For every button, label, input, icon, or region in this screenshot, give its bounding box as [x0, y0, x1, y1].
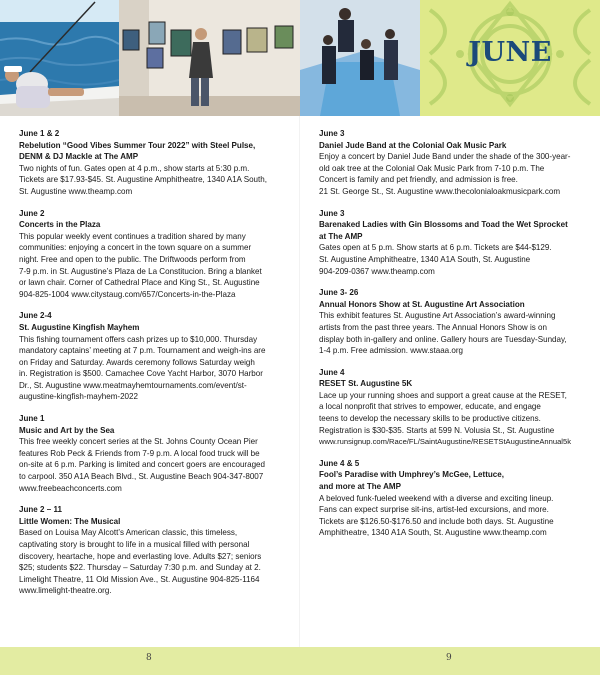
fishing-photo: [0, 0, 119, 116]
event-line: www.freebeachconcerts.com: [19, 483, 122, 493]
event-date: June 1 & 2: [19, 129, 60, 138]
event-description: [319, 390, 591, 448]
event-line: 904-825-1004 www.citystaug.com/657/Concerts-in-the-Plaza: [19, 289, 236, 299]
event-date: June 3: [319, 129, 345, 138]
event-description: [319, 310, 591, 356]
event-title: [319, 469, 591, 492]
event-date: June 3- 26: [319, 288, 359, 298]
event-title: St. Augustine Kingfish Mayhem: [19, 322, 140, 332]
event-line: display both in-gallery and online. Gallery hours are Tuesday-Sunday,: [319, 334, 567, 344]
event-date: June 3: [319, 208, 345, 218]
event-title: Annual Honors Show at St. Augustine Art Association: [319, 299, 525, 309]
event-line: This popular weekly event continues a tradition shared by many: [19, 231, 246, 241]
event-description: [19, 527, 291, 597]
event-description: [319, 493, 591, 539]
event-line: Enjoy a concert by Daniel Jude Band under the shade of the 300-year-: [319, 152, 571, 162]
event-line: 904-209-0367 www.theamp.com: [319, 266, 435, 276]
event-title: RESET St. Augustine 5K: [319, 379, 413, 389]
event-line: St. Augustine Amphitheatre, 1340 A1A South, St. Augustine: [319, 254, 531, 264]
band-photo: [300, 0, 420, 116]
event-line: night. Free and open to the public. The Driftwoods perform from: [19, 254, 246, 264]
page-footer-band: [0, 647, 600, 675]
event-item: [19, 128, 291, 198]
event-title: [19, 140, 291, 163]
event-line: Based on Louisa May Alcott’s American classic, this timeless,: [19, 528, 238, 538]
event-date: June 4: [319, 367, 345, 377]
event-line: St. Augustine www.theamp.com: [19, 186, 133, 196]
event-title-line: and more at The AMP: [319, 482, 401, 492]
event-line: on Friday and Saturday. Awards ceremony follows Saturday weigh: [19, 357, 255, 367]
event-title-line: Fool’s Paradise with Umphrey’s McGee, Lettuce,: [319, 470, 504, 480]
event-line: This free weekly concert series at the St. Johns County Ocean Pier: [19, 437, 258, 447]
band-illustration: [300, 0, 420, 116]
event-line: features Rob Peck & Friends from 7-9 p.m. A local food truck will be: [19, 448, 260, 458]
event-title: Little Women: The Musical: [19, 516, 121, 526]
event-title: [319, 219, 591, 242]
event-line: 7-9 p.m. in St. Augustine’s Plaza de La Constitucion. Bring a blanket: [19, 266, 262, 276]
event-line: Limelight Theatre, 11 Old Mission Ave., St. Augustine 904-825-1164: [19, 574, 260, 584]
event-title-line: at The AMP: [319, 231, 363, 241]
event-line: www.limelight-theatre.org.: [19, 586, 112, 596]
art-gallery-photo: [119, 0, 300, 116]
event-line: old oak tree at the Colonial Oak Music Park from 7-10 p.m. The: [319, 163, 545, 173]
event-date: June 2-4: [19, 311, 52, 321]
event-line: in. Registration is $500. Camachee Cove Yacht Harbor, 3070 Harbor: [19, 369, 263, 379]
page-number-right: 9: [446, 653, 452, 663]
event-description: [19, 334, 291, 404]
month-title: JUNE: [468, 37, 552, 68]
event-date: June 2: [19, 208, 45, 218]
event-line: A beloved funk-fueled weekend with a diverse and exciting lineup.: [319, 493, 554, 503]
event-line: Tickets are $126.50-$176.50 and include both days. St. Augustine: [319, 516, 554, 526]
fishing-illustration: [0, 0, 119, 116]
event-item: [19, 310, 291, 403]
event-title: Concerts in the Plaza: [19, 220, 101, 230]
page-number-left: 8: [146, 653, 152, 663]
event-title: Music and Art by the Sea: [19, 425, 115, 435]
event-description: [19, 231, 291, 301]
event-line: discovery, heartache, hope and everlasting love. Adults $27; seniors: [19, 551, 262, 561]
event-description: [19, 163, 291, 198]
event-line: Gates open at 5 p.m. Show starts at 6 p.m. Tickets are $44-$129.: [319, 243, 552, 253]
event-item: [319, 367, 591, 448]
event-line: This exhibit features St. Augustine Art Association’s award-winning: [319, 311, 556, 321]
event-line: Tickets are $17.93-$45. St. Augustine Amphitheatre, 1340 A1A South,: [19, 175, 267, 185]
gallery-illustration: [119, 0, 300, 116]
left-event-column: [19, 128, 291, 607]
event-title-line: Rebelution “Good Vibes Summer Tour 2022” with Steel Pulse,: [19, 140, 256, 150]
event-title-line: DENM & DJ Mackle at The AMP: [19, 152, 139, 162]
event-line: www.runsignup.com/Race/FL/SaintAugustine/RESETStAugustineAnnual5k: [319, 437, 571, 447]
event-description: [319, 151, 591, 197]
event-line: Registration is $30-$35. Starts at 599 N. Volusia St., St. Augustine: [319, 425, 555, 435]
event-line: Dr., St. Augustine www.meatmayhemtournaments.com/event/st-: [19, 380, 247, 390]
event-date: June 2 – 11: [19, 505, 62, 515]
event-line: communities: enjoying a concert in the town square on a summer: [19, 243, 252, 253]
event-line: a local nonprofit that strives to empower, educate, and engage: [319, 402, 541, 412]
event-line: augustine-kingfish-mayhem-2022: [19, 392, 138, 402]
event-title: Daniel Jude Band at the Colonial Oak Music Park: [319, 140, 507, 150]
event-date: June 4 & 5: [319, 458, 360, 468]
event-item: [319, 128, 591, 198]
event-line: teens to develop the necessary skills to be productive citizens.: [319, 414, 541, 424]
event-description: [319, 242, 591, 277]
right-event-column: [319, 128, 591, 549]
event-title-line: Barenaked Ladies with Gin Blossoms and Toad the Wet Sprocket: [319, 220, 568, 230]
event-line: Fans can expect surprise sit-ins, artist-led excursions, and more.: [319, 505, 549, 515]
event-line: 21 St. George St., St. Augustine www.thecolonialoakmusicpark.com: [319, 186, 561, 196]
event-item: [319, 208, 591, 278]
event-item: [319, 458, 591, 539]
event-line: Amphitheatre, 1340 A1A South, St. Augustine www.theamp.com: [319, 528, 547, 538]
event-line: captivating story is brought to life in a musical filled with personal: [19, 540, 250, 549]
event-line: Concert is family and pet friendly, and admission is free.: [319, 175, 518, 185]
event-line: Lace up your running shoes and support a great cause at the RESET,: [319, 390, 567, 400]
event-line: This fishing tournament offers cash prizes up to $10,000. Thursday: [19, 334, 258, 344]
event-line: $25; students $22. Thursday – Saturday 7:30 p.m. and Sunday at 2.: [19, 563, 261, 573]
month-panel: [420, 0, 600, 116]
event-item: [319, 287, 591, 357]
event-line: mandatory captains’ meeting at 7 p.m. Tournament and weigh-ins are: [19, 346, 266, 356]
event-item: [19, 504, 291, 597]
event-line: on-site at 6 p.m. Parking is limited and concert goers are encouraged: [19, 460, 266, 470]
event-line: or lawn chair. Corner of Cathedral Place and King St., St. Augustine: [19, 278, 260, 288]
event-line: 1-4 p.m. Free admission. www.staaa.org: [319, 346, 464, 356]
event-line: Two nights of fun. Gates open at 4 p.m., show starts at 5:30 p.m.: [19, 163, 250, 173]
page-gutter: [299, 116, 300, 647]
event-line: to carpool. 350 A1A Beach Blvd., St. Augustine Beach 904-347-8007: [19, 472, 264, 482]
event-description: [19, 436, 291, 494]
event-item: [19, 208, 291, 301]
header-photo-strip: [0, 0, 600, 116]
event-date: June 1: [19, 414, 45, 424]
event-item: [19, 413, 291, 494]
event-line: artists from the past three years. The Annual Honors Show is on: [319, 322, 547, 332]
